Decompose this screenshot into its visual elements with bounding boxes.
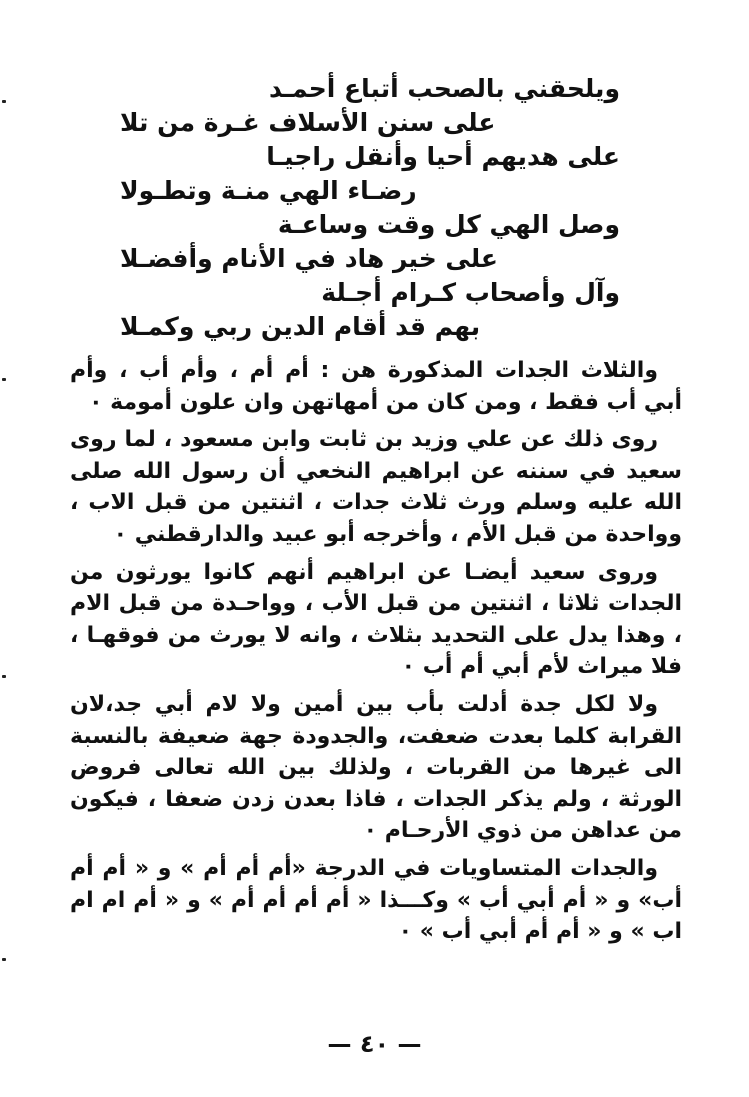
- margin-mark: [2, 958, 6, 961]
- poem-line: على سنن الأسلاف غـرة من تلا: [120, 108, 496, 137]
- paragraph: روى ذلك عن علي وزيد بن ثابت وابن مسعود ، لما روى سعيد في سننه عن ابراهيم النخعي أن رسول الله صلى الله عليه وسلم ورث ثلاث جدات ، اثنتين من قبل الاب ، وواحدة من قبل الأم ، وأخرجه أبو عبيد والدارقطني ٠: [70, 427, 682, 547]
- poem-line: على هديهم أحيا وأنقل راجيـا: [266, 142, 620, 171]
- margin-mark: [2, 378, 6, 381]
- poem-line: ويلحقني بالصحب أتباع أحمـد: [269, 74, 620, 103]
- paragraph: ولا لكل جدة أدلت بأب بين أمين ولا لام أبي جد،لان القرابة كلما بعدت ضعفت، والجدودة جهة ضعيفة بالنسبة الى غيرها من القربات ، ولذلك بين الله تعالى فروض الورثة ، ولم يذكر الجدات ، فاذا بعدن زدن ضعفا ، فيكون من عداهن من ذوي الأرحـام ٠: [70, 691, 682, 844]
- poem-line: بهم قد أقام الدين ربي وكمـلا: [120, 312, 481, 341]
- page-number: — ٤٠ —: [327, 1030, 422, 1058]
- poem-line: وصل الهي كل وقت وساعـة: [277, 210, 620, 239]
- paragraph: وروى سعيد أيضـا عن ابراهيم أنهم كانوا يورثون من الجدات ثلاثا ، اثنتين من قبل الأب ، وواحـدة من قبل الام ، وهذا يدل على التحديد بثلاث ، وانه لا يورث من فوقهـا ، فلا ميراث لأم أبي أم أب ٠: [70, 559, 682, 680]
- paragraph: والثلاث الجدات المذكورة هن : أم أم ، وأم أب ، وأم أبي أب فقط ، ومن كان من أمهاتهن وان علون أمومة ٠: [70, 358, 682, 415]
- prose-block: [70, 355, 682, 954]
- poem-line: وآل وأصحاب كـرام أجـلة: [321, 278, 620, 307]
- poem-line: رضـاء الهي منـة وتطـولا: [120, 176, 417, 205]
- margin-mark: [2, 675, 6, 678]
- poem-line: على خير هاد في الأنام وأفضـلا: [120, 244, 499, 273]
- poem-block: [120, 72, 620, 344]
- paragraph: والجدات المتساويات في الدرجة «أم أم أم » و « أم أم أب» و « أم أبي أب » وكـــذا « أم أم أم أم » و « أم ام ام اب » و « أم أم أبي أب » ٠: [70, 855, 682, 945]
- margin-mark: [2, 100, 6, 103]
